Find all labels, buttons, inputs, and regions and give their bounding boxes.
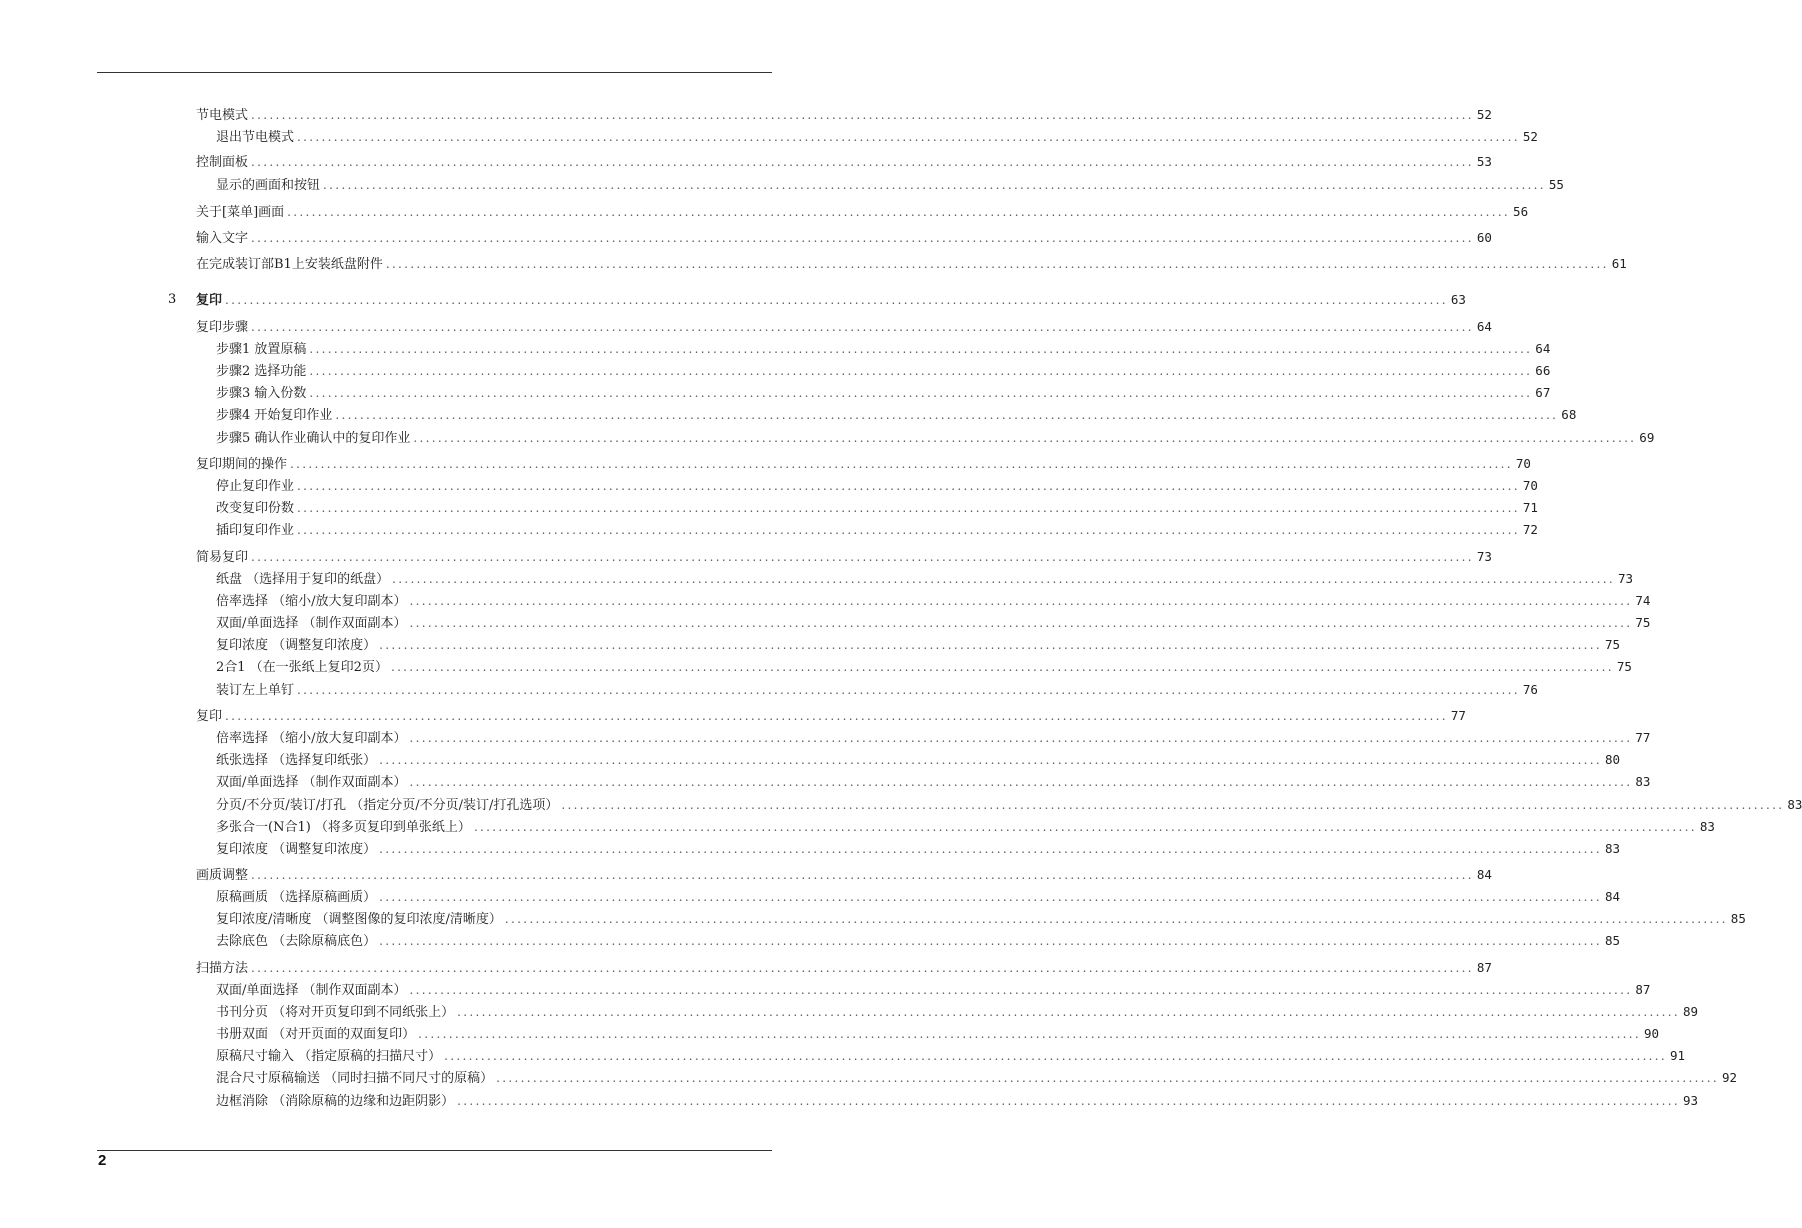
toc-page-number: 64: [1535, 341, 1551, 356]
toc-dot-leader: ........................................................................................................................................................................................................: [309, 386, 1533, 400]
toc-page-number: 92: [1722, 1070, 1738, 1085]
toc-subsection-row[interactable]: [216, 520, 1538, 540]
toc-chapter-number: 3: [168, 292, 177, 307]
toc-dot-leader: ........................................................................................................................................................................................................: [409, 616, 1633, 630]
toc-entry-label: 双面/单面选择 （制作双面副本）: [216, 616, 407, 631]
toc-dot-leader: ........................................................................................................................................................................................................: [390, 660, 1614, 674]
toc-entry-label: 复印浓度 （调整复印浓度）: [216, 842, 377, 857]
toc-entry-label: 复印: [196, 293, 223, 308]
toc-entry-label: 显示的画面和按钮: [216, 178, 321, 193]
toc-section-row[interactable]: [196, 706, 1466, 726]
toc-page-number: 85: [1730, 911, 1746, 926]
toc-page-number: 74: [1635, 593, 1651, 608]
toc-dot-leader: ........................................................................................................................................................................................................: [251, 961, 1474, 975]
toc-page-number: 83: [1787, 797, 1802, 812]
toc-section-row[interactable]: [196, 202, 1529, 222]
toc-subsection-row[interactable]: [216, 635, 1621, 655]
toc-entry-label: 控制面板: [196, 155, 249, 170]
toc-entry-label: 书刊分页 （将对开页复印到不同纸张上）: [216, 1005, 455, 1020]
toc-dot-leader: ........................................................................................................................................................................................................: [251, 231, 1474, 245]
toc-subsection-row[interactable]: [216, 750, 1621, 770]
toc-subsection-row[interactable]: [216, 657, 1632, 677]
toc-subsection-row[interactable]: [216, 405, 1577, 425]
toc-dot-leader: ........................................................................................................................................................................................................: [379, 638, 1603, 652]
toc-page-number: 63: [1450, 292, 1466, 307]
toc-page-number: 55: [1548, 177, 1564, 192]
toc-subsection-row[interactable]: [216, 361, 1551, 381]
toc-page-number: 83: [1635, 774, 1651, 789]
toc-page-number: 52: [1476, 107, 1492, 122]
toc-page-number: 70: [1522, 478, 1538, 493]
toc-section-row[interactable]: [196, 254, 1627, 274]
toc-subsection-row[interactable]: [216, 887, 1621, 907]
toc-subsection-row[interactable]: [216, 839, 1621, 859]
toc-dot-leader: ........................................................................................................................................................................................................: [251, 155, 1474, 169]
toc-dot-leader: ........................................................................................................................................................................................................: [413, 431, 1637, 445]
toc-dot-leader: ........................................................................................................................................................................................................: [409, 983, 1633, 997]
toc-entry-label: 步骤2 选择功能: [216, 364, 307, 379]
toc-page-number: 87: [1476, 960, 1492, 975]
toc-subsection-row[interactable]: [216, 569, 1634, 589]
toc-page-number: 68: [1561, 407, 1577, 422]
toc-dot-leader: ........................................................................................................................................................................................................: [251, 320, 1474, 334]
toc-entry-label: 装订左上单钉: [216, 683, 295, 698]
toc-section-row[interactable]: [196, 547, 1492, 567]
toc-entry-label: 画质调整: [196, 868, 249, 883]
toc-dot-leader: ........................................................................................................................................................................................................: [225, 709, 1448, 723]
toc-entry-label: 复印浓度 （调整复印浓度）: [216, 638, 377, 653]
toc-page-number: 70: [1515, 456, 1531, 471]
toc-entry-label: 书册双面 （对开页面的双面复印）: [216, 1027, 416, 1042]
toc-subsection-row[interactable]: [216, 1002, 1699, 1022]
toc-dot-leader: ........................................................................................................................................................................................................: [323, 178, 1546, 192]
toc-page-number: 67: [1535, 385, 1551, 400]
toc-subsection-row[interactable]: [216, 728, 1651, 748]
toc-entry-label: 分页/不分页/装订/打孔 （指定分页/不分页/装订/打孔选项）: [216, 798, 559, 813]
toc-section-row[interactable]: [196, 865, 1492, 885]
toc-dot-leader: ........................................................................................................................................................................................................: [561, 798, 1785, 812]
toc-page-number: 84: [1476, 867, 1492, 882]
toc-subsection-row[interactable]: [216, 680, 1538, 700]
toc-entry-label: 关于[菜单]画面: [196, 205, 285, 220]
toc-page-number: 83: [1699, 819, 1715, 834]
toc-section-row[interactable]: [196, 152, 1492, 172]
toc-page-number: 75: [1635, 615, 1651, 630]
toc-dot-leader: ........................................................................................................................................................................................................: [504, 912, 1728, 926]
toc-page-number: 69: [1639, 430, 1655, 445]
toc-dot-leader: ........................................................................................................................................................................................................: [385, 257, 1609, 271]
toc-entry-label: 输入文字: [196, 231, 249, 246]
toc-dot-leader: ........................................................................................................................................................................................................: [379, 934, 1603, 948]
toc-dot-leader: ........................................................................................................................................................................................................: [379, 842, 1603, 856]
toc-dot-leader: ........................................................................................................................................................................................................: [457, 1005, 1681, 1019]
toc-dot-leader: ........................................................................................................................................................................................................: [251, 108, 1474, 122]
toc-entry-label: 倍率选择 （缩小/放大复印副本）: [216, 594, 407, 609]
toc-page-number: 72: [1522, 522, 1538, 537]
toc-subsection-row[interactable]: [216, 1068, 1738, 1088]
toc-dot-leader: ........................................................................................................................................................................................................: [297, 523, 1520, 537]
toc-page-number: 73: [1476, 549, 1492, 564]
toc-page-number: 84: [1605, 889, 1621, 904]
toc-subsection-row[interactable]: [216, 772, 1651, 792]
toc-page-number: 83: [1605, 841, 1621, 856]
toc-page-number: 85: [1605, 933, 1621, 948]
toc-subsection-row[interactable]: [216, 476, 1538, 496]
toc-dot-leader: ........................................................................................................................................................................................................: [297, 683, 1520, 697]
toc-entry-label: 停止复印作业: [216, 479, 295, 494]
toc-page-number: 64: [1476, 319, 1492, 334]
toc-page-number: 76: [1522, 682, 1538, 697]
toc-subsection-row[interactable]: [216, 817, 1715, 837]
toc-entry-label: 去除底色 （去除原稿底色）: [216, 934, 377, 949]
toc-page-number: 52: [1522, 129, 1538, 144]
toc-subsection-row[interactable]: [216, 339, 1551, 359]
toc-subsection-row[interactable]: [216, 498, 1538, 518]
toc-dot-leader: ........................................................................................................................................................................................................: [251, 868, 1474, 882]
toc-page-number: 61: [1611, 256, 1627, 271]
toc-entry-label: 步骤5 确认作业确认中的复印作业: [216, 431, 411, 446]
toc-section-row[interactable]: [196, 228, 1492, 248]
toc-subsection-row[interactable]: [216, 980, 1651, 1000]
toc-entry-label: 双面/单面选择 （制作双面副本）: [216, 983, 407, 998]
toc-subsection-row[interactable]: [216, 795, 1802, 815]
toc-dot-leader: ........................................................................................................................................................................................................: [225, 293, 1448, 307]
toc-entry-label: 复印期间的操作: [196, 457, 288, 472]
footer-rule: [97, 1150, 772, 1151]
toc-subsection-row[interactable]: [216, 1024, 1660, 1044]
toc-subsection-row[interactable]: [216, 931, 1621, 951]
toc-entry-label: 倍率选择 （缩小/放大复印副本）: [216, 731, 407, 746]
toc-dot-leader: ........................................................................................................................................................................................................: [297, 479, 1520, 493]
toc-page-number: 60: [1476, 230, 1492, 245]
toc-entry-label: 双面/单面选择 （制作双面副本）: [216, 775, 407, 790]
toc-dot-leader: ........................................................................................................................................................................................................: [409, 731, 1633, 745]
toc-page-number: 93: [1683, 1093, 1699, 1108]
toc-page-number: 87: [1635, 982, 1651, 997]
toc-page-number: 91: [1670, 1048, 1686, 1063]
toc-subsection-row[interactable]: [216, 428, 1655, 448]
toc-entry-label: 复印浓度/清晰度 （调整图像的复印浓度/清晰度）: [216, 912, 502, 927]
toc-entry-label: 步骤4 开始复印作业: [216, 408, 333, 423]
toc-entry-label: 混合尺寸原稿输送 （同时扫描不同尺寸的原稿）: [216, 1071, 494, 1086]
toc-subsection-row[interactable]: [216, 1046, 1686, 1066]
toc-page-number: 77: [1635, 730, 1651, 745]
toc-entry-label: 退出节电模式: [216, 130, 295, 145]
toc-page-number: 90: [1644, 1026, 1660, 1041]
toc-dot-leader: ........................................................................................................................................................................................................: [297, 130, 1520, 144]
toc-subsection-row[interactable]: [216, 1091, 1699, 1111]
toc-dot-leader: ........................................................................................................................................................................................................: [392, 572, 1616, 586]
toc-entry-label: 改变复印份数: [216, 501, 295, 516]
toc-section-row[interactable]: [196, 105, 1492, 125]
toc-subsection-row[interactable]: [216, 909, 1746, 929]
toc-dot-leader: ........................................................................................................................................................................................................: [379, 890, 1603, 904]
toc-entry-label: 复印步骤: [196, 320, 249, 335]
toc-page-number: 89: [1683, 1004, 1699, 1019]
toc-subsection-row[interactable]: [216, 591, 1651, 611]
toc-dot-leader: ........................................................................................................................................................................................................: [287, 205, 1511, 219]
toc-section-row[interactable]: [196, 454, 1531, 474]
toc-dot-leader: ........................................................................................................................................................................................................: [496, 1071, 1720, 1085]
toc-dot-leader: ........................................................................................................................................................................................................: [309, 342, 1533, 356]
toc-chapter-row[interactable]: [168, 290, 1466, 310]
toc-dot-leader: ........................................................................................................................................................................................................: [409, 594, 1633, 608]
toc-dot-leader: ........................................................................................................................................................................................................: [457, 1094, 1681, 1108]
toc-section-row[interactable]: [196, 958, 1492, 978]
toc-entry-label: 原稿画质 （选择原稿画质）: [216, 890, 377, 905]
toc-dot-leader: ........................................................................................................................................................................................................: [418, 1027, 1642, 1041]
toc-dot-leader: ........................................................................................................................................................................................................: [473, 820, 1697, 834]
toc-entry-label: 步骤1 放置原稿: [216, 342, 307, 357]
toc-page-number: 75: [1605, 637, 1621, 652]
toc-page-number: 80: [1605, 752, 1621, 767]
toc-page-number: 56: [1513, 204, 1529, 219]
toc-dot-leader: ........................................................................................................................................................................................................: [444, 1049, 1668, 1063]
toc-page-number: 73: [1618, 571, 1634, 586]
toc-page-number: 53: [1476, 154, 1492, 169]
toc-dot-leader: ........................................................................................................................................................................................................: [309, 364, 1533, 378]
toc-dot-leader: ........................................................................................................................................................................................................: [379, 753, 1603, 767]
toc-dot-leader: ........................................................................................................................................................................................................: [290, 457, 1513, 471]
toc-entry-label: 复印: [196, 709, 223, 724]
toc-section-row[interactable]: [196, 317, 1492, 337]
toc-entry-label: 2合1 （在一张纸上复印2页）: [216, 660, 388, 675]
toc-dot-leader: ........................................................................................................................................................................................................: [297, 501, 1520, 515]
toc-entry-label: 步骤3 输入份数: [216, 386, 307, 401]
toc-entry-label: 插印复印作业: [216, 523, 295, 538]
toc-entry-label: 原稿尺寸输入 （指定原稿的扫描尺寸）: [216, 1049, 442, 1064]
toc-entry-label: 节电模式: [196, 108, 249, 123]
toc-page-number: 71: [1522, 500, 1538, 515]
toc-entry-label: 在完成装订部B1上安装纸盘附件: [196, 257, 383, 272]
toc-subsection-row[interactable]: [216, 175, 1564, 195]
toc-entry-label: 扫描方法: [196, 961, 249, 976]
toc-entry-label: 多张合一(N合1) （将多页复印到单张纸上）: [216, 820, 471, 835]
toc-subsection-row[interactable]: [216, 383, 1551, 403]
toc-dot-leader: ........................................................................................................................................................................................................: [335, 408, 1559, 422]
toc-page-number: 66: [1535, 363, 1551, 378]
page-number: 2: [98, 1152, 107, 1169]
toc-subsection-row[interactable]: [216, 613, 1651, 633]
toc-dot-leader: ........................................................................................................................................................................................................: [251, 550, 1474, 564]
toc-entry-label: 边框消除 （消除原稿的边缘和边距阴影）: [216, 1094, 455, 1109]
toc-subsection-row[interactable]: [216, 127, 1538, 147]
toc-entry-label: 简易复印: [196, 550, 249, 565]
toc-dot-leader: ........................................................................................................................................................................................................: [409, 775, 1633, 789]
toc-page-number: 77: [1450, 708, 1466, 723]
toc-entry-label: 纸张选择 （选择复印纸张）: [216, 753, 377, 768]
toc-entry-label: 纸盘 （选择用于复印的纸盘）: [216, 572, 390, 587]
toc-page-number: 75: [1616, 659, 1632, 674]
